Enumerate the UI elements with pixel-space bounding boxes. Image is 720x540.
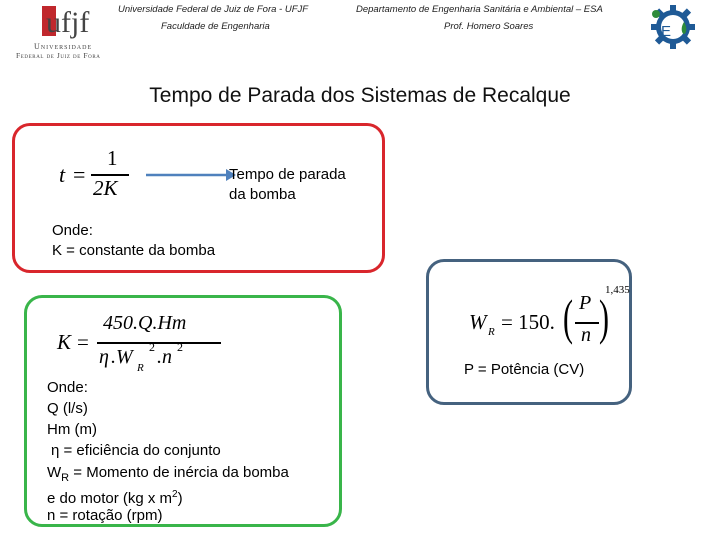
box2-hm: Hm (m) xyxy=(47,421,97,438)
arrow-label-2: da bomba xyxy=(229,186,296,203)
fraction-bar xyxy=(97,342,221,344)
paren-left: ( xyxy=(563,289,573,345)
formula-k-den-sup2: 2 xyxy=(177,340,183,354)
esa-logo xyxy=(650,4,696,50)
formula-k-lhs: K xyxy=(57,330,72,354)
box2-q: Q (l/s) xyxy=(47,400,88,417)
box2-wr-post: = Momento de inércia da bomba xyxy=(69,464,289,481)
formula-wr-exp: 1,435 xyxy=(605,284,630,296)
header-professor: Prof. Homero Soares xyxy=(444,21,534,32)
formula-wr xyxy=(469,286,639,352)
esa-logo-letter: E xyxy=(661,23,672,40)
box3-p-def: P = Potência (CV) xyxy=(464,361,585,378)
formula-k-den-w: .W xyxy=(111,346,133,368)
box2-motor-post: ) xyxy=(177,490,183,507)
box2-eta: η = eficiência do conjunto xyxy=(51,442,221,459)
formula-t-lhs: t xyxy=(59,162,66,187)
ufjf-logo-text-2: Federal de Juiz de Fora xyxy=(16,51,101,60)
formula-wr-lhs: W xyxy=(469,310,487,334)
formula-t-eq: = xyxy=(73,162,86,187)
formula-k-den-sub: R xyxy=(137,362,144,374)
formula-t-den: 2K xyxy=(93,176,118,200)
box-constant-k xyxy=(24,295,342,527)
paren-right: ) xyxy=(599,289,609,345)
formula-k-den-sup1: 2 xyxy=(149,340,155,354)
box2-wr-pre: W xyxy=(47,464,62,481)
formula-t xyxy=(59,146,149,206)
header-department: Departamento de Engenharia Sanitária e Ambiental – ESA xyxy=(356,4,603,15)
box2-n: n = rotação (rpm) xyxy=(47,507,163,524)
ufjf-logo-mark xyxy=(10,2,122,42)
gear-icon xyxy=(650,4,696,50)
arrow-icon xyxy=(146,168,236,182)
formula-wr-eq: = 150. xyxy=(501,310,555,334)
formula-k-eq: = xyxy=(77,330,89,354)
box2-wr-sub: R xyxy=(61,472,70,484)
ufjf-logo xyxy=(10,2,122,62)
header-faculty: Faculdade de Engenharia xyxy=(161,21,270,32)
box-stop-time xyxy=(12,123,385,273)
formula-wr-sub: R xyxy=(488,326,495,338)
box-moment-inertia xyxy=(426,259,632,405)
page-title: Tempo de Parada dos Sistemas de Recalque xyxy=(149,84,571,107)
formula-k xyxy=(57,312,227,378)
ufjf-logo-text-1: Universidade xyxy=(34,42,93,51)
formula-wr-den: n xyxy=(581,324,591,346)
formula-k-num: 450.Q.Hm xyxy=(103,312,187,334)
formula-k-den-n: .n xyxy=(157,346,172,368)
formula-t-num: 1 xyxy=(107,146,118,170)
box2-motor-pre: e do motor (kg x m xyxy=(47,490,173,507)
formula-k-den-eta: η xyxy=(99,346,109,368)
box2-motor-sup: 2 xyxy=(172,489,178,500)
header-university: Universidade Federal de Juiz de Fora - UFJF xyxy=(118,4,309,15)
box2-onde: Onde: xyxy=(47,379,88,396)
arrow-label-1: Tempo de parada xyxy=(229,166,346,183)
svg-text:ufjf: ufjf xyxy=(46,6,90,39)
box1-onde: Onde: xyxy=(52,222,93,239)
box1-k-def: K = constante da bomba xyxy=(52,242,216,259)
formula-wr-num: P xyxy=(579,292,592,314)
